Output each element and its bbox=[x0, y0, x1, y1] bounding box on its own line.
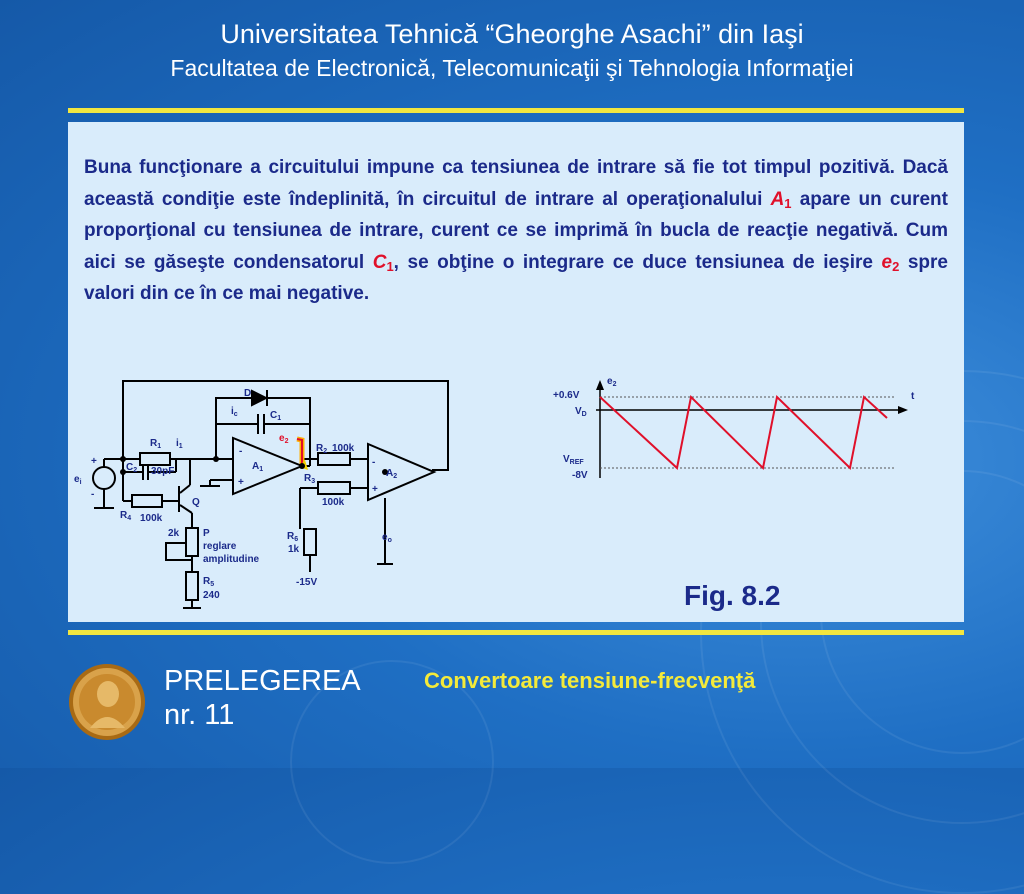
label-r5-value: 240 bbox=[203, 590, 220, 601]
lecture-label bbox=[164, 664, 361, 732]
voltage-source bbox=[93, 467, 115, 489]
a1-minus: - bbox=[239, 446, 243, 457]
label-c1: $C_1$ bbox=[270, 410, 282, 422]
label-ic: $i_c$ bbox=[231, 406, 238, 418]
var-a1-sub: 1 bbox=[784, 195, 792, 211]
junction-dot bbox=[213, 456, 219, 462]
lecture-topic: Convertoare tensiune-frecvenţă bbox=[424, 668, 756, 693]
label-eo: $e_o$ bbox=[382, 532, 392, 544]
label-r6: $R_6$ bbox=[287, 531, 299, 543]
waveform-plot bbox=[553, 376, 915, 481]
label-r2: $R_2$ bbox=[316, 443, 328, 455]
label-d: D bbox=[244, 388, 252, 399]
x-axis-arrow bbox=[898, 406, 908, 414]
faculty-title: Facultatea de Electronică, Telecomunicaţii şi Tehnologia Informaţiei bbox=[170, 55, 854, 81]
label-ei: $e_i$ bbox=[74, 474, 82, 486]
label-i1: $i_1$ bbox=[176, 438, 183, 450]
label-c2-value: 30pF bbox=[151, 466, 175, 477]
a2-minus: - bbox=[372, 457, 376, 468]
label-vd: $V_D$ bbox=[575, 406, 587, 418]
var-e2-sub: 2 bbox=[892, 258, 900, 274]
resistor-r6 bbox=[304, 529, 316, 555]
label-lower-value: -8V bbox=[572, 470, 588, 481]
var-a1-letter: A bbox=[770, 188, 785, 210]
label-y-axis: $e_2$ bbox=[607, 376, 617, 388]
label-r1: $R_1$ bbox=[150, 438, 162, 450]
diode-symbol bbox=[252, 391, 266, 405]
potentiometer-p bbox=[186, 528, 198, 556]
body-text: Buna funcţionare a circuitului impune ca tensiunea de intrare să fie tot timpul pozitivă. Dacă această condiţie este îndeplinită, în circuitul de intrare al operaţionalului bbox=[84, 157, 948, 210]
label-p-line2: reglare bbox=[203, 541, 237, 552]
lecture-title: PRELEGEREA bbox=[164, 665, 361, 697]
label-a2: $A_2$ bbox=[386, 468, 398, 480]
resistor-r3 bbox=[318, 482, 350, 494]
label-t: t bbox=[911, 391, 915, 402]
resistor-r5 bbox=[186, 572, 198, 600]
var-e2-letter: e bbox=[881, 251, 893, 273]
var-c1-sub: 1 bbox=[386, 258, 394, 274]
label-p: P bbox=[203, 528, 210, 539]
var-c1-letter: C bbox=[372, 251, 387, 273]
label-r6-value: 1k bbox=[288, 544, 300, 555]
university-title: Universitatea Tehnică “Gheorghe Asachi” din Iaşi bbox=[220, 19, 804, 49]
a1-plus: + bbox=[238, 477, 244, 488]
a2-plus: + bbox=[372, 484, 378, 495]
label-upper-value: +0.6V bbox=[553, 390, 580, 401]
label-vref: $V_{REF}$ bbox=[563, 454, 584, 466]
label-r4-value: 100k bbox=[140, 513, 163, 524]
label-pot-value: 2k bbox=[168, 528, 180, 539]
sawtooth-trace bbox=[600, 397, 887, 468]
opamp-a2 bbox=[368, 444, 434, 500]
label-e2: $e_2$ bbox=[279, 433, 289, 445]
label-r3: $R_3$ bbox=[304, 473, 316, 485]
figure-caption: Fig. 8.2 bbox=[684, 580, 781, 611]
body-text: spre valori din ce în ce mai negative. bbox=[84, 251, 948, 304]
resistor-r4 bbox=[132, 495, 162, 507]
body-text: apare un curent proporţional cu tensiunea de intrare, curent ce se imprimă în bucla de reacţie negativă. Cum aici se găseşte condensatorul bbox=[84, 188, 948, 273]
body-text: , se obţine o integrare ce duce tensiunea de ieşire bbox=[393, 251, 882, 273]
junction-dot bbox=[299, 463, 305, 469]
lecture-number: nr. 11 bbox=[164, 699, 235, 731]
label-r2-value: 100k bbox=[332, 443, 355, 454]
label-q: Q bbox=[192, 497, 200, 508]
resistor-r1 bbox=[140, 453, 170, 465]
label-vneg: -15V bbox=[296, 577, 318, 588]
medal-logo bbox=[69, 664, 145, 740]
label-r4: $R_4$ bbox=[120, 510, 132, 522]
label-a1: $A_1$ bbox=[252, 461, 264, 473]
y-axis-arrow bbox=[596, 380, 604, 390]
label-p-line3: amplitudine bbox=[203, 554, 260, 565]
label-r3-value: 100k bbox=[322, 497, 345, 508]
label-r5: $R_5$ bbox=[203, 576, 215, 588]
source-plus: + bbox=[91, 456, 97, 467]
source-minus: - bbox=[91, 489, 95, 500]
label-c2: $C_2$ bbox=[126, 462, 138, 474]
